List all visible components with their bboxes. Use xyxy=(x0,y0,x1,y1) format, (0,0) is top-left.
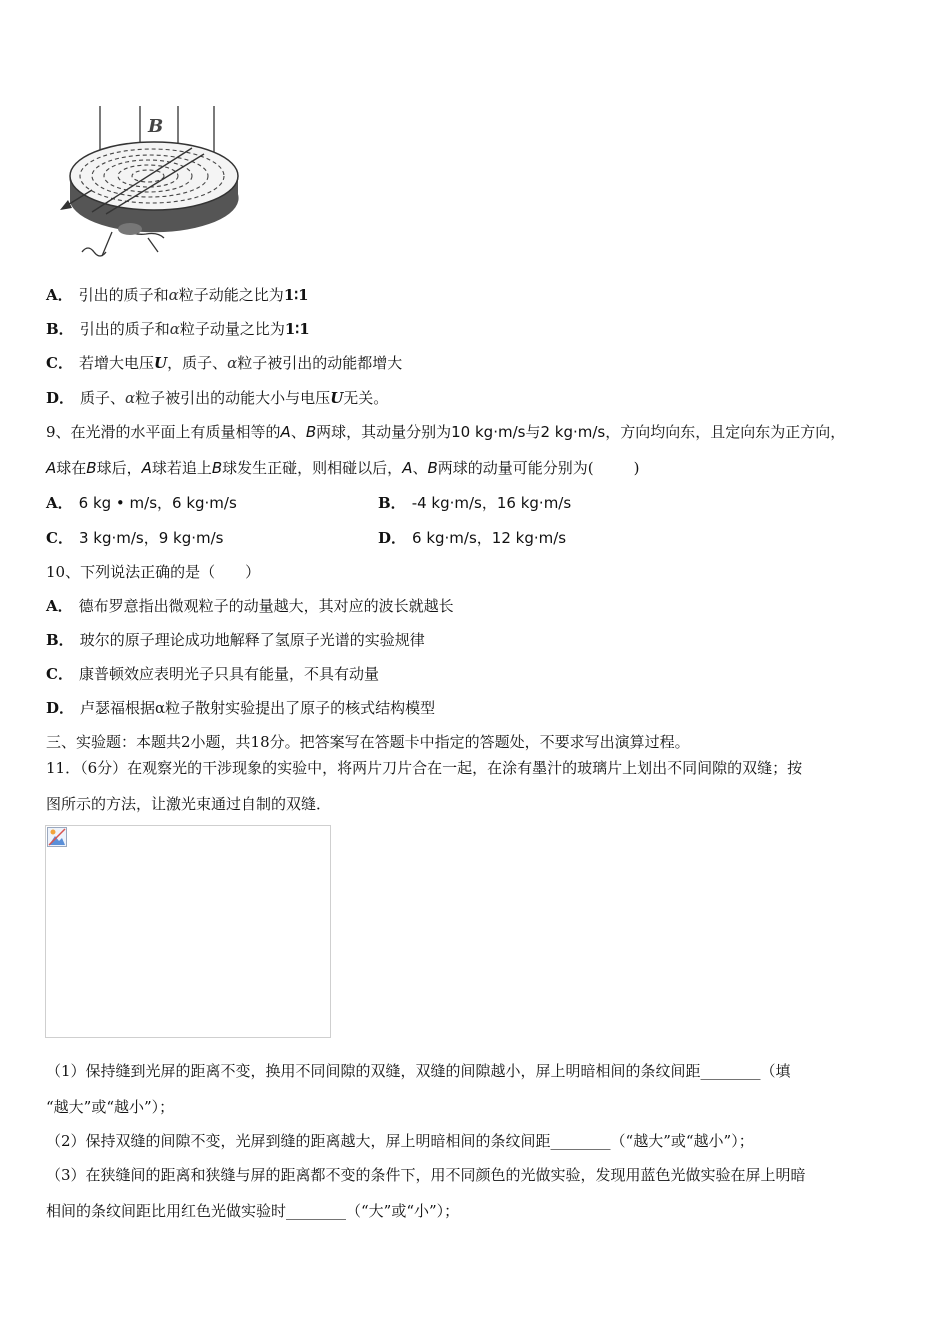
option-text: 粒子动能之比为 xyxy=(178,286,284,304)
ball-a-label: A xyxy=(402,459,413,477)
voltage-variable: U xyxy=(153,354,168,372)
q9-text: 球在 xyxy=(56,459,87,477)
option-text: 粒子动量之比为 xyxy=(179,320,285,338)
ball-b-label: B xyxy=(427,459,438,477)
q9-stem-line1 xyxy=(46,422,845,442)
option-value: -4 kg·m/s，16 kg·m/s xyxy=(411,494,572,512)
ball-b-label: B xyxy=(211,459,223,477)
option-text: 粒子被引出的动能都增大 xyxy=(237,354,403,372)
option-label: A． xyxy=(46,494,73,512)
q9-option-d xyxy=(378,528,566,548)
option-label: C． xyxy=(46,665,73,683)
q10-option-b xyxy=(46,630,425,650)
q11-sub3-line1: （3）在狭缝间的距离和狭缝与屏的距离都不变的条件下，用不同颜色的光做实验，发现用蓝色光做实验在屏上明暗 xyxy=(46,1166,806,1184)
momentum-b: 2 kg·m/s xyxy=(540,423,606,441)
ball-b-label: B xyxy=(86,459,97,477)
q9-text: 两球的动量可能分别为( xyxy=(437,459,594,477)
q8-option-c xyxy=(46,353,402,373)
option-label: B． xyxy=(46,631,74,649)
q9-stem-line2 xyxy=(46,458,639,478)
q9-text: 、 xyxy=(290,423,306,441)
option-text: 若增大电压 xyxy=(78,354,154,372)
q8-option-b xyxy=(46,319,310,339)
option-label: D． xyxy=(378,529,407,547)
option-label: D． xyxy=(46,699,75,717)
q9-text: 、 xyxy=(412,459,428,477)
q9-text: 球若追上 xyxy=(151,459,212,477)
option-value: 3 kg·m/s，9 kg·m/s xyxy=(78,529,224,547)
q9-text: 两球，其动量分别为 xyxy=(316,423,452,441)
q10-option-a xyxy=(46,596,454,616)
option-text: 康普顿效应表明光子只具有能量，不具有动量 xyxy=(78,665,379,683)
q11-stem-line1: 11．（6分）在观察光的干涉现象的实验中，将两片刀片合在一起，在涂有墨汁的玻璃片上划出不同间隙的双缝；按 xyxy=(46,759,803,777)
q8-option-d xyxy=(46,388,388,408)
voltage-variable: U xyxy=(330,389,344,407)
option-text: 引出的质子和 xyxy=(79,320,170,338)
ratio-value: 1∶1 xyxy=(283,286,309,304)
option-label: D． xyxy=(46,389,75,407)
section-heading: 三、实验题：本题共2小题，共18分。把答案写在答题卡中指定的答题处，不要求写出演算过程。 xyxy=(46,733,690,751)
q11-sub1-line2: “越大”或“越小”）； xyxy=(46,1098,175,1116)
option-text: 粒子被引出的动能大小与电压 xyxy=(135,389,331,407)
q11-sub3-line2: 相间的条纹间距比用红色光做实验时________（“大”或“小”）； xyxy=(46,1202,460,1220)
q10-option-c xyxy=(46,664,379,684)
broken-image-icon xyxy=(47,827,67,847)
option-label: B． xyxy=(46,320,74,338)
option-label: C． xyxy=(46,354,73,372)
option-text: 质子、 xyxy=(80,389,126,407)
q9-option-b xyxy=(378,493,571,513)
option-label: A． xyxy=(46,286,73,304)
option-value: 6 kg • m/s，6 kg·m/s xyxy=(78,494,237,512)
option-label: B． xyxy=(378,494,406,512)
cyclotron-figure xyxy=(52,102,252,270)
q9-options-row2 xyxy=(46,528,906,548)
alpha-symbol: α xyxy=(125,389,136,407)
field-label-b: B xyxy=(148,116,164,137)
option-text: 玻尔的原子理论成功地解释了氢原子光谱的实验规律 xyxy=(79,631,425,649)
q11-stem-line2: 图所示的方法，让激光束通过自制的双缝． xyxy=(46,795,332,813)
q9-option-a xyxy=(46,494,237,512)
alpha-symbol: α xyxy=(169,320,180,338)
option-text: 德布罗意指出微观粒子的动量越大，其对应的波长就越长 xyxy=(78,597,454,615)
option-text: 无关。 xyxy=(343,389,389,407)
q9-options-row1 xyxy=(46,493,906,513)
q11-sub2: （2）保持双缝的间隙不变，光屏到缝的距离越大，屏上明暗相间的条纹间距________（“越大”或“越小”）； xyxy=(46,1132,754,1150)
alpha-symbol: α xyxy=(168,286,179,304)
ball-b-label: B xyxy=(305,423,317,441)
alpha-symbol: α xyxy=(227,354,238,372)
ball-a-label: A xyxy=(46,459,57,477)
q9-text: ，方向均向东，且定向东为正方向， xyxy=(605,423,846,441)
q8-option-a xyxy=(46,285,309,305)
option-text: ，质子、 xyxy=(167,354,228,372)
option-label: C． xyxy=(46,529,73,547)
ball-a-label: A xyxy=(280,423,291,441)
option-text: 卢瑟福根据α粒子散射实验提出了原子的核式结构模型 xyxy=(80,699,436,717)
q9-text: 与 xyxy=(525,423,541,441)
option-label: A． xyxy=(46,597,73,615)
q10-option-d xyxy=(46,698,435,718)
momentum-a: 10 kg·m/s xyxy=(451,423,526,441)
figure-placeholder xyxy=(45,825,331,1038)
q9-text: 球后， xyxy=(96,459,142,477)
q9-text: 球发生正碰，则相碰以后， xyxy=(222,459,403,477)
q11-sub1-line1: （1）保持缝到光屏的距离不变，换用不同间隙的双缝，双缝的间隙越小，屏上明暗相间的条纹间距________（填 xyxy=(46,1062,791,1080)
option-text: 引出的质子和 xyxy=(78,286,169,304)
q9-option-c xyxy=(46,529,224,547)
q10-stem: 10、下列说法正确的是（ ） xyxy=(46,563,261,581)
ball-a-label: A xyxy=(141,459,152,477)
q9-text: ) xyxy=(633,459,640,477)
option-value: 6 kg·m/s，12 kg·m/s xyxy=(412,529,567,547)
ratio-value: 1∶1 xyxy=(284,320,310,338)
q9-text: 9、在光滑的水平面上有质量相等的 xyxy=(46,423,281,441)
